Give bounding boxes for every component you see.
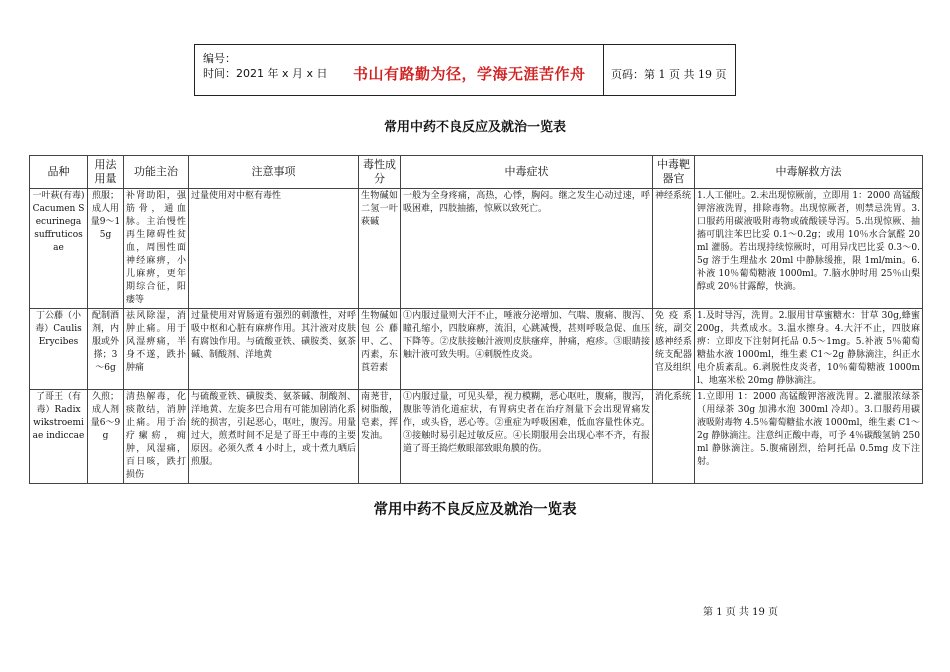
cell-caution: 过量使用对中枢有毒性 (189, 189, 359, 309)
cell-function: 清热解毒，化痰散结，消肿止痛。用于治疗瘰疬，痈肿，风湿痛，百日咳，跌打损伤 (124, 390, 189, 484)
page-footer: 第 1 页 共 19 页 (703, 607, 778, 618)
cell-symptoms: ①内服过量，可见头晕，视力模糊，恶心呕吐，腹痛，腹泻，腹胀等消化道症状，有胃病史者在治疗剂量下会出现胃痛发作，或头昏，恶心等。②重症为呼吸困难，低血容量性休克。③接触时易引起过敏反应。④长期服用会出现心率不齐，有报道了哥王捣烂敷眼部致眼角膜的伤。 (401, 390, 653, 484)
table-row (30, 189, 923, 309)
table-header-row (30, 156, 923, 189)
cell-organ: 神经系统 (653, 189, 695, 309)
table-row (30, 309, 923, 390)
col-header-toxin: 毒性成分 (359, 156, 401, 189)
col-header-treatment: 中毒解救方法 (695, 156, 923, 189)
cell-toxin: 南荛苷，树脂酸，皂素，挥发油。 (359, 390, 401, 484)
cell-caution: 与硫酸亚铁、磺胺类、氨茶碱、制酸剂、洋地黄、左旋多巴合用有可能加剧消化系统的损害，引起恶心，呕吐，腹泻。用量过大，煎煮时间不足是了哥王中毒的主要原因。必须久煮 4 小时上，或十煮九晒后煎服。 (189, 390, 359, 484)
cell-caution: 过量使用对胃肠道有强烈的刺激性，对呼吸中枢和心脏有麻痹作用。其汁液对皮肤有腐蚀作用。与硫酸亚铁、磺胺类、氨茶碱、制酸剂、洋地黄 (189, 309, 359, 390)
cell-usage: 久煎；成人剂量6～9g (88, 390, 124, 484)
cell-name: 丁公藤（小毒）Caulis Erycibes (30, 309, 88, 390)
col-header-caution: 注意事项 (189, 156, 359, 189)
col-header-symptoms: 中毒症状 (401, 156, 653, 189)
col-header-usage: 用法用量 (88, 156, 124, 189)
cell-function: 祛风除湿，消肿止痛。用于风湿痹痛，半身不遂，跌扑肿痛 (124, 309, 189, 390)
cell-usage: 配制酒剂，内服或外搽；3～6g (88, 309, 124, 390)
col-header-organ: 中毒靶器官 (653, 156, 695, 189)
document-number-label: 编号： (203, 52, 236, 65)
cell-name: 一叶萩(有毒) Cacumen Securinega suffruticosae (30, 189, 88, 309)
header-box (194, 44, 736, 96)
cell-function: 补肾助阳，强筋骨，通血脉。主治慢性再生障碍性贫血，周围性面神经麻痹，小儿麻痹，更年期综合征，阳痿等 (124, 189, 189, 309)
adverse-reaction-table (29, 155, 923, 484)
col-header-function: 功能主治 (124, 156, 189, 189)
cell-usage: 煎服；成人用量9～15g (88, 189, 124, 309)
table-row (30, 390, 923, 484)
cell-treatment: 1.及时导泻，洗胃。2.服用甘草蜜糖水：甘草 30g,蜂蜜 200g，共煮成水。3.温水擦身。4.大汗不止，四肢麻痹：立即皮下注射阿托品 0.5～1mg。5.补液 5％葡萄糖盐水液 1000ml，维生素 C1～2g 静脉滴注，纠正水电介质紊乱。6.剥脱性皮炎者，10％葡萄糖液 1000ml、地塞米松 20mg 静脉滴注。 (695, 309, 923, 390)
cell-organ: 消化系统 (653, 390, 695, 484)
cell-organ: 免疫系统，副交感神经系统支配器官及组织 (653, 309, 695, 390)
cell-name: 了哥王（有毒）Radix wikstroemiae indiccae (30, 390, 88, 484)
header-motto: 书山有路勤为径，学海无涯苦作舟 (353, 65, 586, 83)
header-divider (603, 45, 604, 95)
page-title: 常用中药不良反应及就治一览表 (383, 120, 566, 135)
cell-symptoms: ①内服过量则大汗不止，唾液分泌增加、气喘、腹痛、腹泻、瞳孔缩小，四肢麻痹，流泪，心跳减慢，甚则呼吸急促、血压下降等。②皮肤接触汁液则皮肤瘙痒，肿痛，疱疹。③眼睛接触汁液可致失明。④刺脱性皮炎。 (401, 309, 653, 390)
document-time: 时间：2021 年 x 月 x 日 (203, 67, 328, 80)
header-left (203, 51, 328, 81)
cell-treatment: 1.人工催吐。2.未出现惊厥前，立即用 1：2000 高锰酸钾溶液洗胃，排除毒物。出现惊厥者，则禁忌洗胃。3.口服药用碳液吸附毒物或硫酸镁导泻。5.出现惊厥、抽搐可肌注苯巴比妥 0.1～0.2g；或用 10％水合氯醛 20ml 灌肠。若出现持续惊厥时，可用异戊巴比妥 0.3～0.5g 溶于生理盐水 20ml 中静脉缓推，限 1ml/min。6.补液 10％葡萄糖液 1000ml。7.脑水肿时用 25％山梨醇或 20％甘露醇，快滴。 (695, 189, 923, 309)
cell-toxin: 生物碱如二氢一叶萩碱 (359, 189, 401, 309)
cell-treatment: 1.立即用 1：2000 高锰酸钾溶液洗胃。2.灌服浓绿茶（用绿茶 30g 加沸水泡 300ml 冷却）。3.口服药用碳液吸附毒物 4.5％葡萄糖盐水液 1000ml，维生素 C1～2g 静脉滴注。注意纠正酸中毒，可予 4％碳酸氢钠 250ml 静脉滴注。5.腹痛剧烈，给阿托品 0.5mg 皮下注射。 (695, 390, 923, 484)
cell-toxin: 生物碱如包公藤甲、乙、丙素，东莨菪素 (359, 309, 401, 390)
page-title-repeat: 常用中药不良反应及就治一览表 (373, 502, 577, 518)
header-page-info: 页码：第 1 页 共 19 页 (611, 68, 727, 81)
col-header-name: 品种 (30, 156, 88, 189)
cell-symptoms: 一般为全身疼痛，高热，心悸，胸闷。继之发生心动过速，呼吸困难，四肢抽搐，惊厥以致死亡。 (401, 189, 653, 309)
